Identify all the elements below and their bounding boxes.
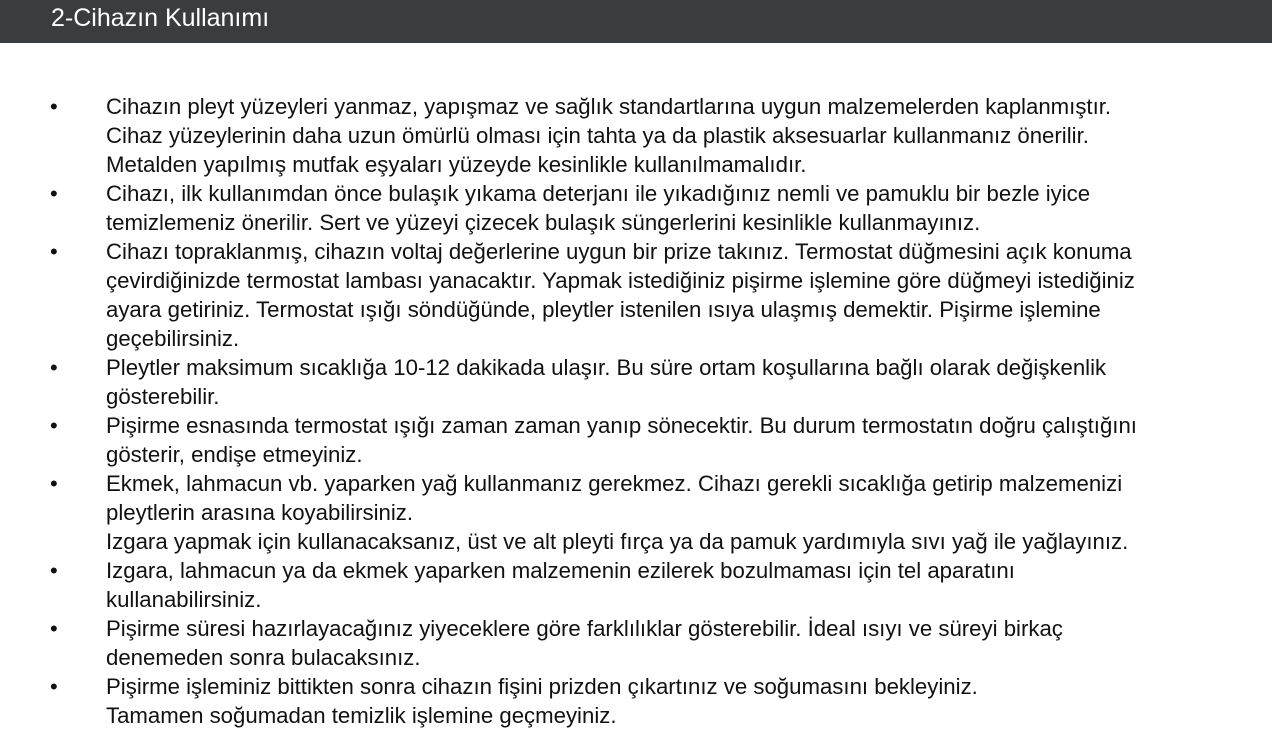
list-item-text-line: ayara getiriniz. Termostat ışığı söndüğünde, pleytler istenilen ısıya ulaşmış demektir. Pişirme işlemine (106, 297, 1101, 322)
bullet-icon: • (50, 239, 58, 264)
list-item (0, 92, 1272, 179)
list-item (0, 672, 1272, 730)
list-item (0, 469, 1272, 556)
list-item-text-line: kullanabilirsiniz. (106, 587, 262, 612)
list-item-text-line: Tamamen soğumadan temizlik işlemine geçmeyiniz. (106, 703, 617, 728)
list-item-text-line: Cihaz yüzeylerinin daha uzun ömürlü olması için tahta ya da plastik aksesuarlar kullanmanız önerilir. (106, 123, 1089, 148)
list-item-text-line: Pleytler maksimum sıcaklığa 10-12 dakikada ulaşır. Bu süre ortam koşullarına bağlı olarak değişkenlik (106, 355, 1107, 380)
list-item-text-line: temizlemeniz önerilir. Sert ve yüzeyi çizecek bulaşık süngerlerini kesinlikle kullanmayınız. (106, 210, 981, 235)
list-item (0, 411, 1272, 469)
list-item-text-line: denemeden sonra bulacaksınız. (106, 645, 421, 670)
list-item (0, 614, 1272, 672)
list-item-text-line: Cihazı topraklanmış, cihazın voltaj değerlerine uygun bir prize takınız. Termostat düğmesini açık konuma (106, 239, 1132, 264)
list-item-text-line: Izgara, lahmacun ya da ekmek yaparken malzemenin ezilerek bozulmaması için tel aparatını (106, 558, 1015, 583)
list-item-text-line: Pişirme süresi hazırlayacağınız yiyeceklere göre farklılıklar gösterebilir. İdeal ısıyı ve süreyi birkaç (106, 616, 1063, 641)
list-item (0, 353, 1272, 411)
list-item (0, 556, 1272, 614)
bullet-icon: • (50, 616, 58, 641)
bullet-icon: • (50, 355, 58, 380)
list-item-text-line: gösterir, endişe etmeyiniz. (106, 442, 363, 467)
bullet-icon: • (50, 413, 58, 438)
list-item-text-line: Pişirme esnasında termostat ışığı zaman zaman yanıp sönecektir. Bu durum termostatın doğru çalıştığını (106, 413, 1137, 438)
bullet-icon: • (50, 558, 58, 583)
list-item (0, 237, 1272, 353)
list-item-text-line: pleytlerin arasına koyabilirsiniz. (106, 500, 414, 525)
list-item (0, 179, 1272, 237)
list-item-text-line: çevirdiğinizde termostat lambası yanacaktır. Yapmak istediğiniz pişirme işlemine göre düğmeyi istediğiniz (106, 268, 1135, 293)
list-item-text-line: geçebilirsiniz. (106, 326, 240, 351)
list-item-text-line: Metalden yapılmış mutfak eşyaları yüzeyde kesinlikle kullanılmamalıdır. (106, 152, 807, 177)
list-item-text-line: Ekmek, lahmacun vb. yaparken yağ kullanmanız gerekmez. Cihazı gerekli sıcaklığa getirip malzemenizi (106, 471, 1123, 496)
list-item-text-line: gösterebilir. (106, 384, 220, 409)
usage-instructions-list (0, 92, 1272, 730)
list-item-text-line: Cihazın pleyt yüzeyleri yanmaz, yapışmaz ve sağlık standartlarına uygun malzemelerden kaplanmıştır. (106, 94, 1112, 119)
section-title: 2-Cihazın Kullanımı (51, 4, 270, 32)
bullet-icon: • (50, 674, 58, 699)
list-item-text-line: Pişirme işleminiz bittikten sonra cihazın fişini prizden çıkartınız ve soğumasını bekleyiniz. (106, 674, 978, 699)
bullet-icon: • (50, 181, 58, 206)
list-item-text-line: Izgara yapmak için kullanacaksanız, üst ve alt pleyti fırça ya da pamuk yardımıyla sıvı yağ ile yağlayınız. (106, 529, 1129, 554)
list-item-text-line: Cihazı, ilk kullanımdan önce bulaşık yıkama deterjanı ile yıkadığınız nemli ve pamuklu bir bezle iyice (106, 181, 1091, 206)
bullet-icon: • (50, 471, 58, 496)
bullet-icon: • (50, 94, 58, 119)
section-header (0, 0, 1272, 43)
